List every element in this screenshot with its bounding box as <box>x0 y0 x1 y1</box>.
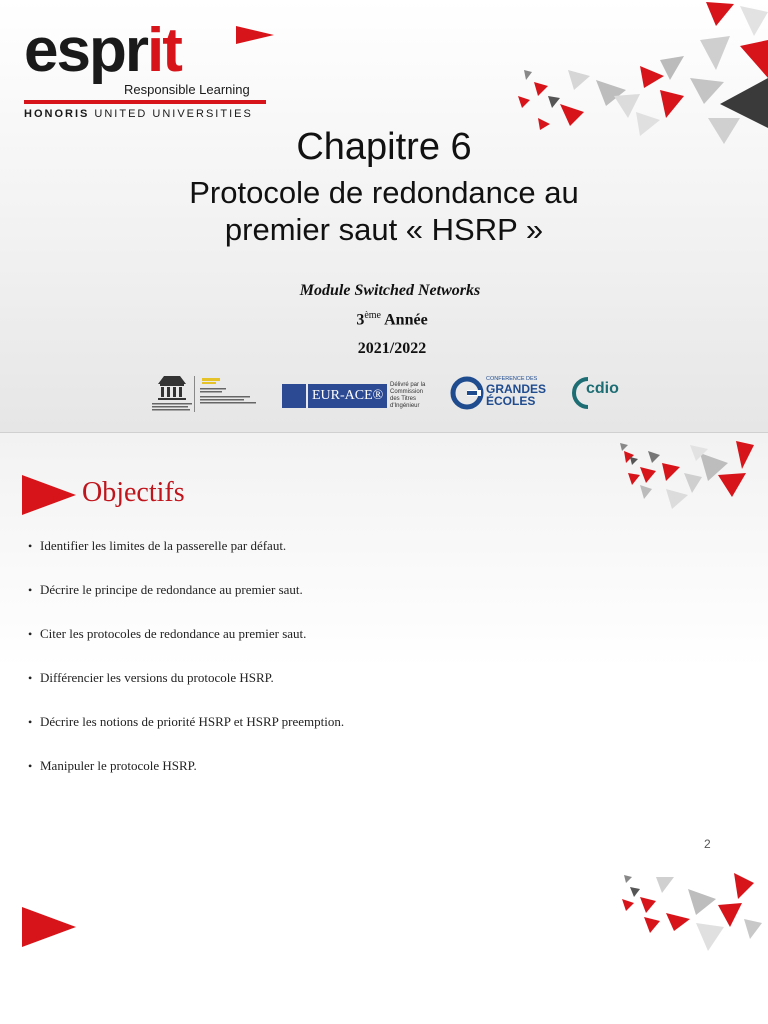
unesco-logo <box>150 372 260 416</box>
cge-emblem-icon <box>450 376 484 410</box>
cdio-logo: cdio <box>572 374 642 414</box>
objectives-list <box>28 537 728 801</box>
logo-tagline: Responsible Learning <box>124 82 250 97</box>
list-item: • Citer les protocoles de redondance au premier saut. <box>28 626 307 641</box>
logo-red-bar <box>24 100 266 104</box>
decorative-triangles-mid <box>600 437 768 521</box>
list-item: • Identifier les limites de la passerelle par défaut. <box>28 538 287 553</box>
list-item: • Différencier les versions du protocole HSRP. <box>28 670 274 685</box>
page-number: 2 <box>704 837 711 851</box>
chapter-title: Chapitre 6 <box>296 126 472 168</box>
objectives-heading: Objectifs <box>82 477 185 508</box>
heading-arrow-icon <box>22 475 76 515</box>
logo-network: HONORIS UNITED UNIVERSITIES <box>24 108 253 120</box>
logo-flag-icon <box>236 26 276 48</box>
grandes-ecoles-logo: CONFERENCE DES GRANDES ÉCOLES <box>450 374 560 414</box>
year-level: 3ème Année <box>356 310 428 329</box>
footer-arrow-icon <box>22 907 76 947</box>
title-slide <box>0 0 768 432</box>
eur-ace-logo: EUR-ACE® Délivré par la Commission des Titres d'Ingénieur <box>282 380 430 412</box>
objectives-slide <box>0 433 768 1020</box>
academic-year: 2021/2022 <box>357 340 427 357</box>
list-item: • Décrire les notions de priorité HSRP et HSRP preemption. <box>28 714 345 729</box>
list-item: • Décrire le principe de redondance au premier saut. <box>28 582 303 597</box>
logo-wordmark: esprit <box>24 16 181 85</box>
module-name: Module Switched Networks <box>299 282 481 299</box>
chapter-subtitle: Protocole de redondance au premier saut « HSRP » <box>189 175 579 247</box>
esprit-logo <box>24 16 269 126</box>
partner-logos <box>0 372 768 416</box>
decorative-triangles-bottom <box>600 869 768 979</box>
list-item: • Manipuler le protocole HSRP. <box>28 758 197 773</box>
